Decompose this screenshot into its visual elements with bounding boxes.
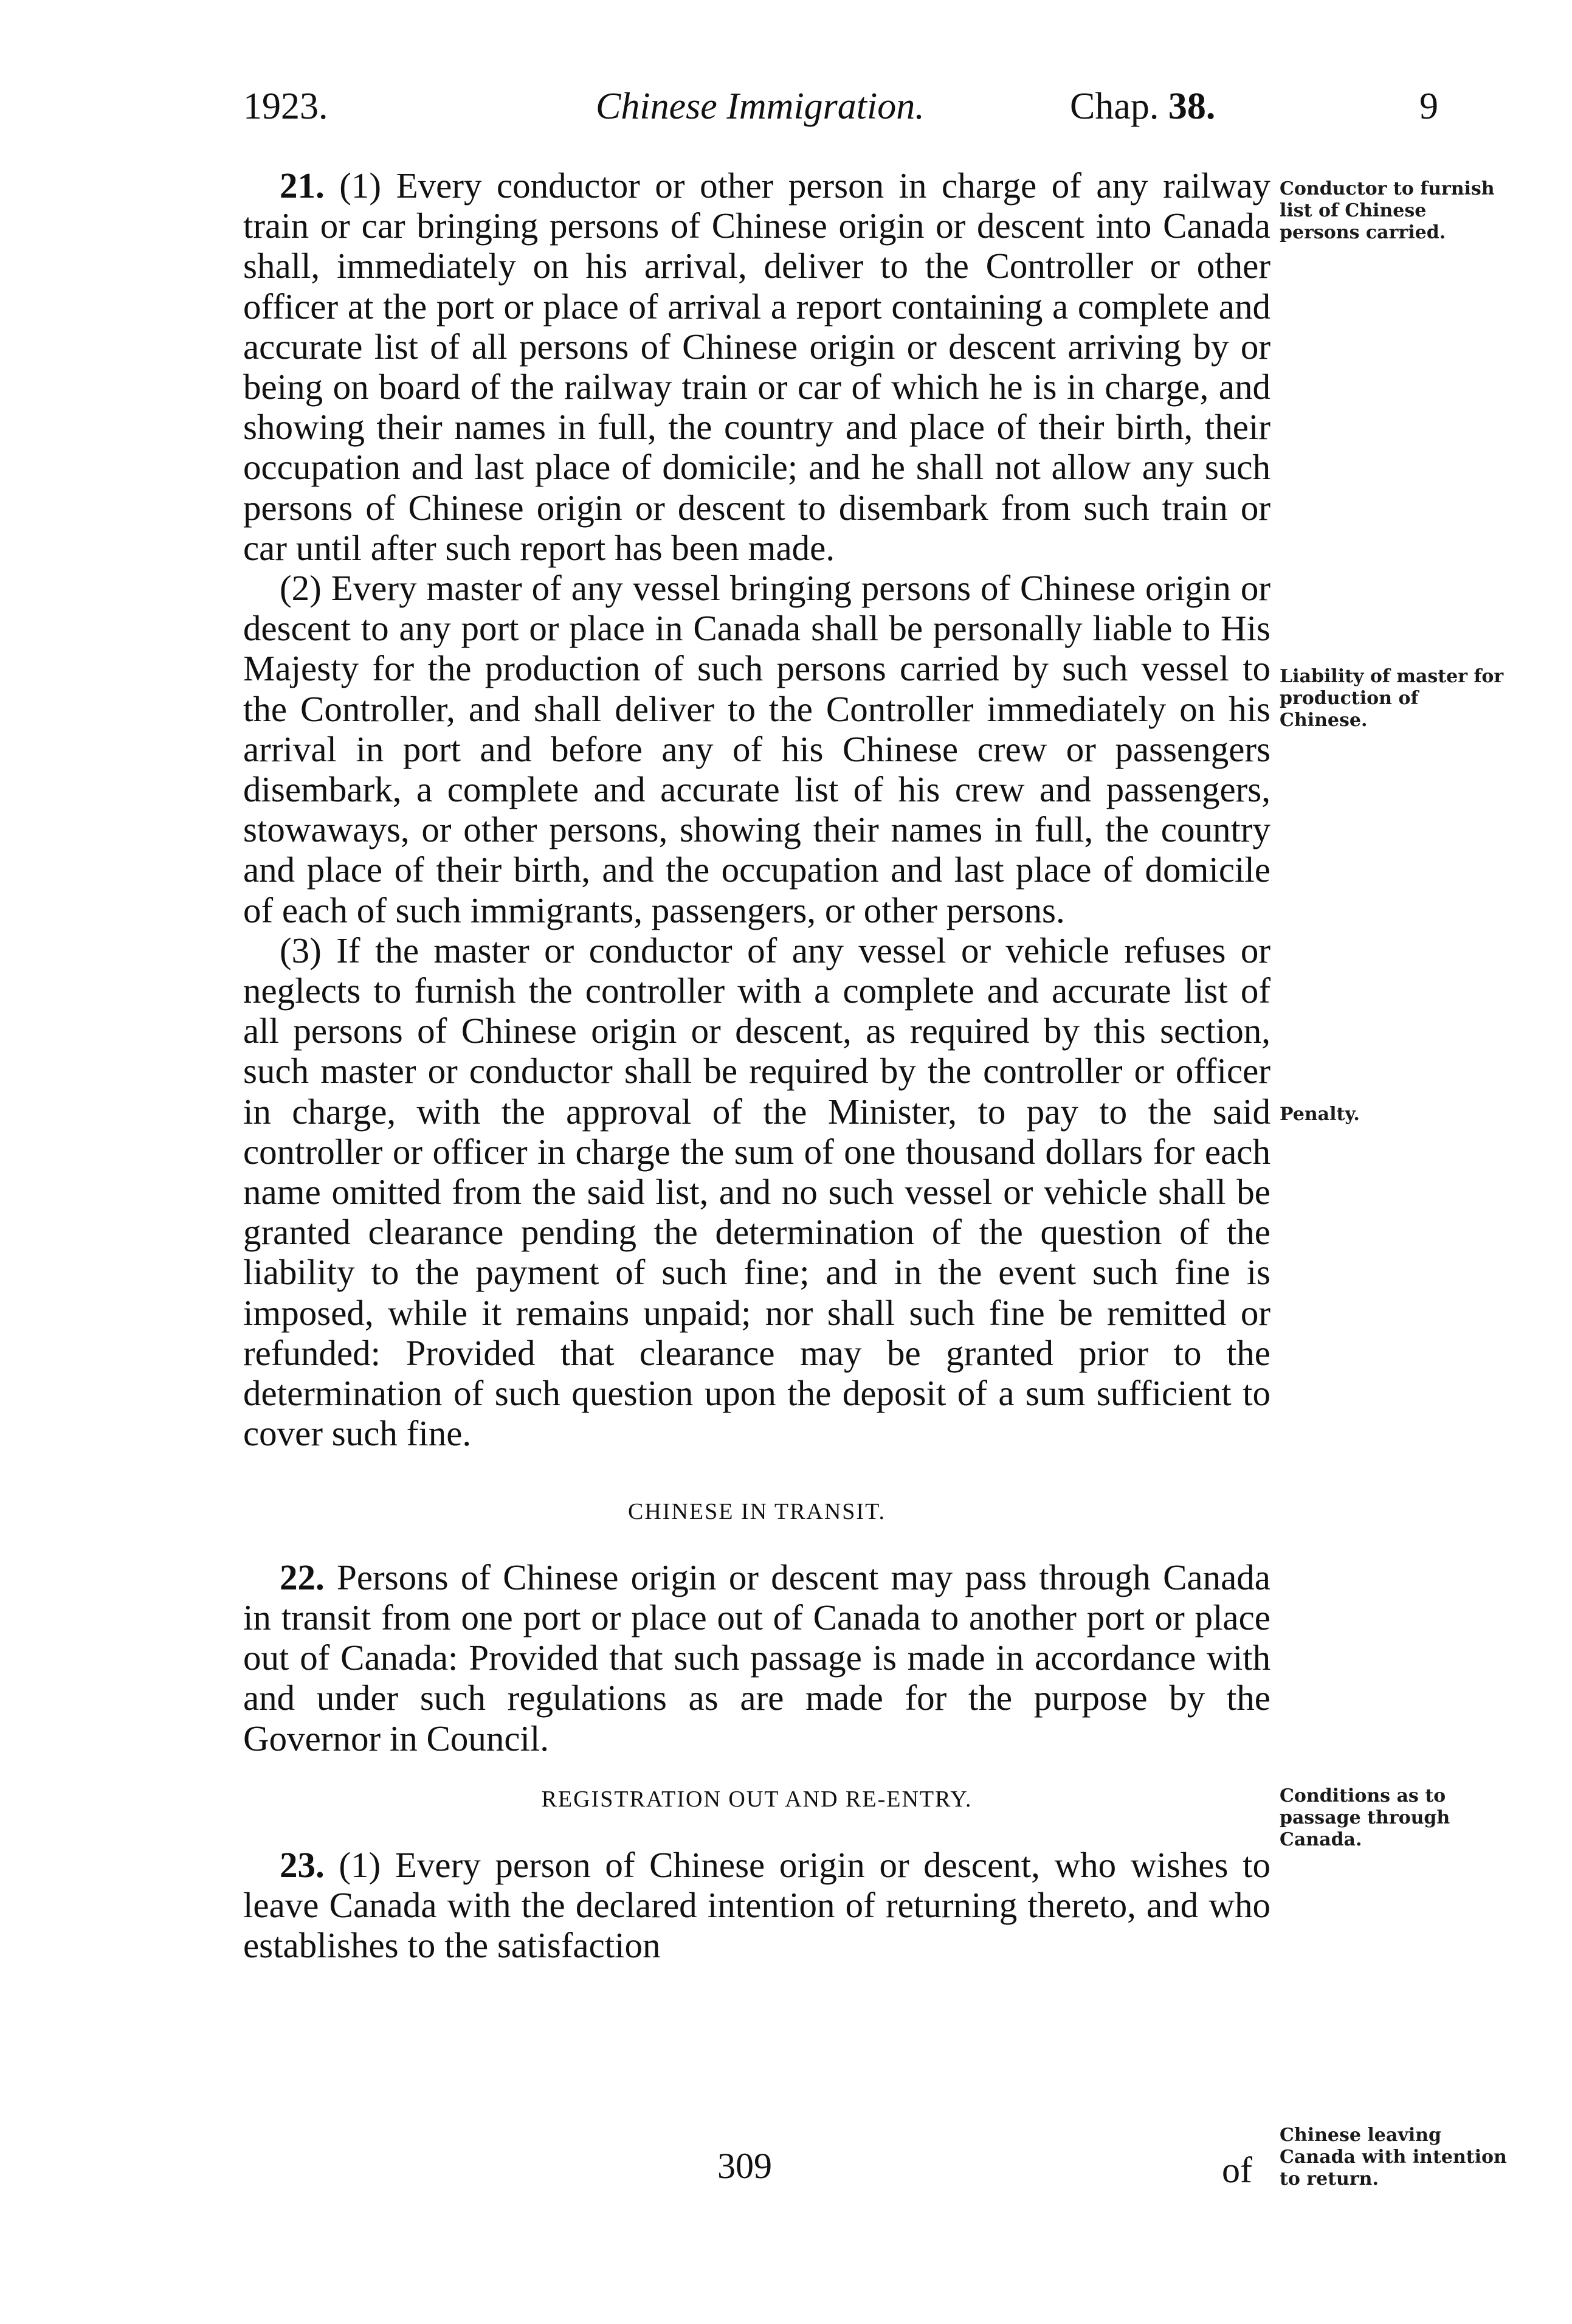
margin-note-liability: Liability of master for production of Chinese. bbox=[1280, 666, 1504, 731]
header-year: 1923. bbox=[243, 86, 328, 127]
margin-note-conductor: Conductor to furnish list of Chinese persons carried. bbox=[1280, 178, 1495, 243]
section-22-text: Persons of Chinese origin or descent may pass through Canada in transit from one port or place out of Canada to another port or place out of Canada: Provided that such passage is made in accordance with and under such regulations as are made for the purpose by the Governor in Council. bbox=[243, 1557, 1270, 1759]
margin-note-chinese-leaving: Chinese leaving Canada with intention to return. bbox=[1280, 2125, 1507, 2190]
section-21-subsection-2 bbox=[243, 568, 1270, 930]
section-23-number: 23. bbox=[280, 1844, 325, 1885]
heading-chinese-in-transit: CHINESE IN TRANSIT. bbox=[628, 1498, 886, 1524]
section-21-subsection-3 bbox=[243, 930, 1270, 1454]
header-title: Chinese Immigration. bbox=[596, 86, 925, 127]
section-21-text-1: (1) Every conductor or other person in charge of any railway train or car bringing persons of Chinese origin or descent into Canada shall, immediately on his arrival, deliver to the Controller or other officer at the port or place of arrival a report containing a complete and accurate list of all persons of Chinese origin or descent arriving by or being on board of the railway train or car of which he is in charge, and showing their names in full, the country and place of their birth, their occupation and last place of domicile; and he shall not allow any such persons of Chinese origin or descent to disembark from such train or car until after such report has been made. bbox=[243, 165, 1271, 568]
footer-page-number: 309 bbox=[717, 2146, 772, 2186]
body-column bbox=[243, 165, 1270, 1966]
section-21-text-3: (3) If the master or conductor of any vessel or vehicle refuses or neglects to furnish the controller with a complete and accurate list of all persons of Chinese origin or descent, as required by this section, such master or conductor shall be required by the controller or officer in charge, with the approval of the Minister, to pay to the said controller or officer in charge the sum of one thousand dollars for each name omitted from the said list, and no such vessel or vehicle shall be granted clearance pending the determination of the question of the liability to the payment of such fine; and in the event such fine is imposed, while it remains unpaid; nor shall such fine be remitted or refunded: Provided that clearance may be granted prior to the determination of such question upon the deposit of a sum sufficient to cover such fine. bbox=[243, 930, 1270, 1454]
heading-registration-out-and-re-entry: REGISTRATION OUT AND RE-ENTRY. bbox=[541, 1786, 973, 1812]
margin-note-conditions: Conditions as to passage through Canada. bbox=[1280, 1785, 1450, 1850]
section-22-number: 22. bbox=[280, 1557, 325, 1597]
section-22 bbox=[243, 1557, 1270, 1759]
section-23-subsection-1 bbox=[243, 1845, 1270, 1966]
header-page-number: 9 bbox=[1419, 86, 1438, 127]
section-21-number: 21. bbox=[280, 165, 325, 206]
section-21-text-2: (2) Every master of any vessel bringing persons of Chinese origin or descent to any port or place in Canada shall be personally liable to His Majesty for the production of such persons carried by such vessel to the Controller, and shall deliver to the Controller immediately on his arrival in port and before any of his Chinese crew or passengers disembark, a complete and accurate list of his crew and passengers, stowaways, or other persons, showing their names in full, the country and place of their birth, and the occupation and last place of domicile of each of such immigrants, passengers, or other persons. bbox=[243, 568, 1270, 930]
footer-catchword: of bbox=[1222, 2150, 1252, 2190]
header-chapter bbox=[1070, 85, 1215, 128]
header-chapter-number: 38. bbox=[1168, 86, 1216, 127]
section-21-subsection-1 bbox=[243, 165, 1270, 568]
running-header bbox=[243, 85, 1438, 134]
section-23-text: (1) Every person of Chinese origin or descent, who wishes to leave Canada with the declared intention of returning thereto, and who establishes to the satisfaction bbox=[243, 1844, 1270, 1966]
margin-note-penalty: Penalty. bbox=[1280, 1104, 1360, 1125]
header-chapter-prefix: Chap. bbox=[1070, 86, 1159, 127]
